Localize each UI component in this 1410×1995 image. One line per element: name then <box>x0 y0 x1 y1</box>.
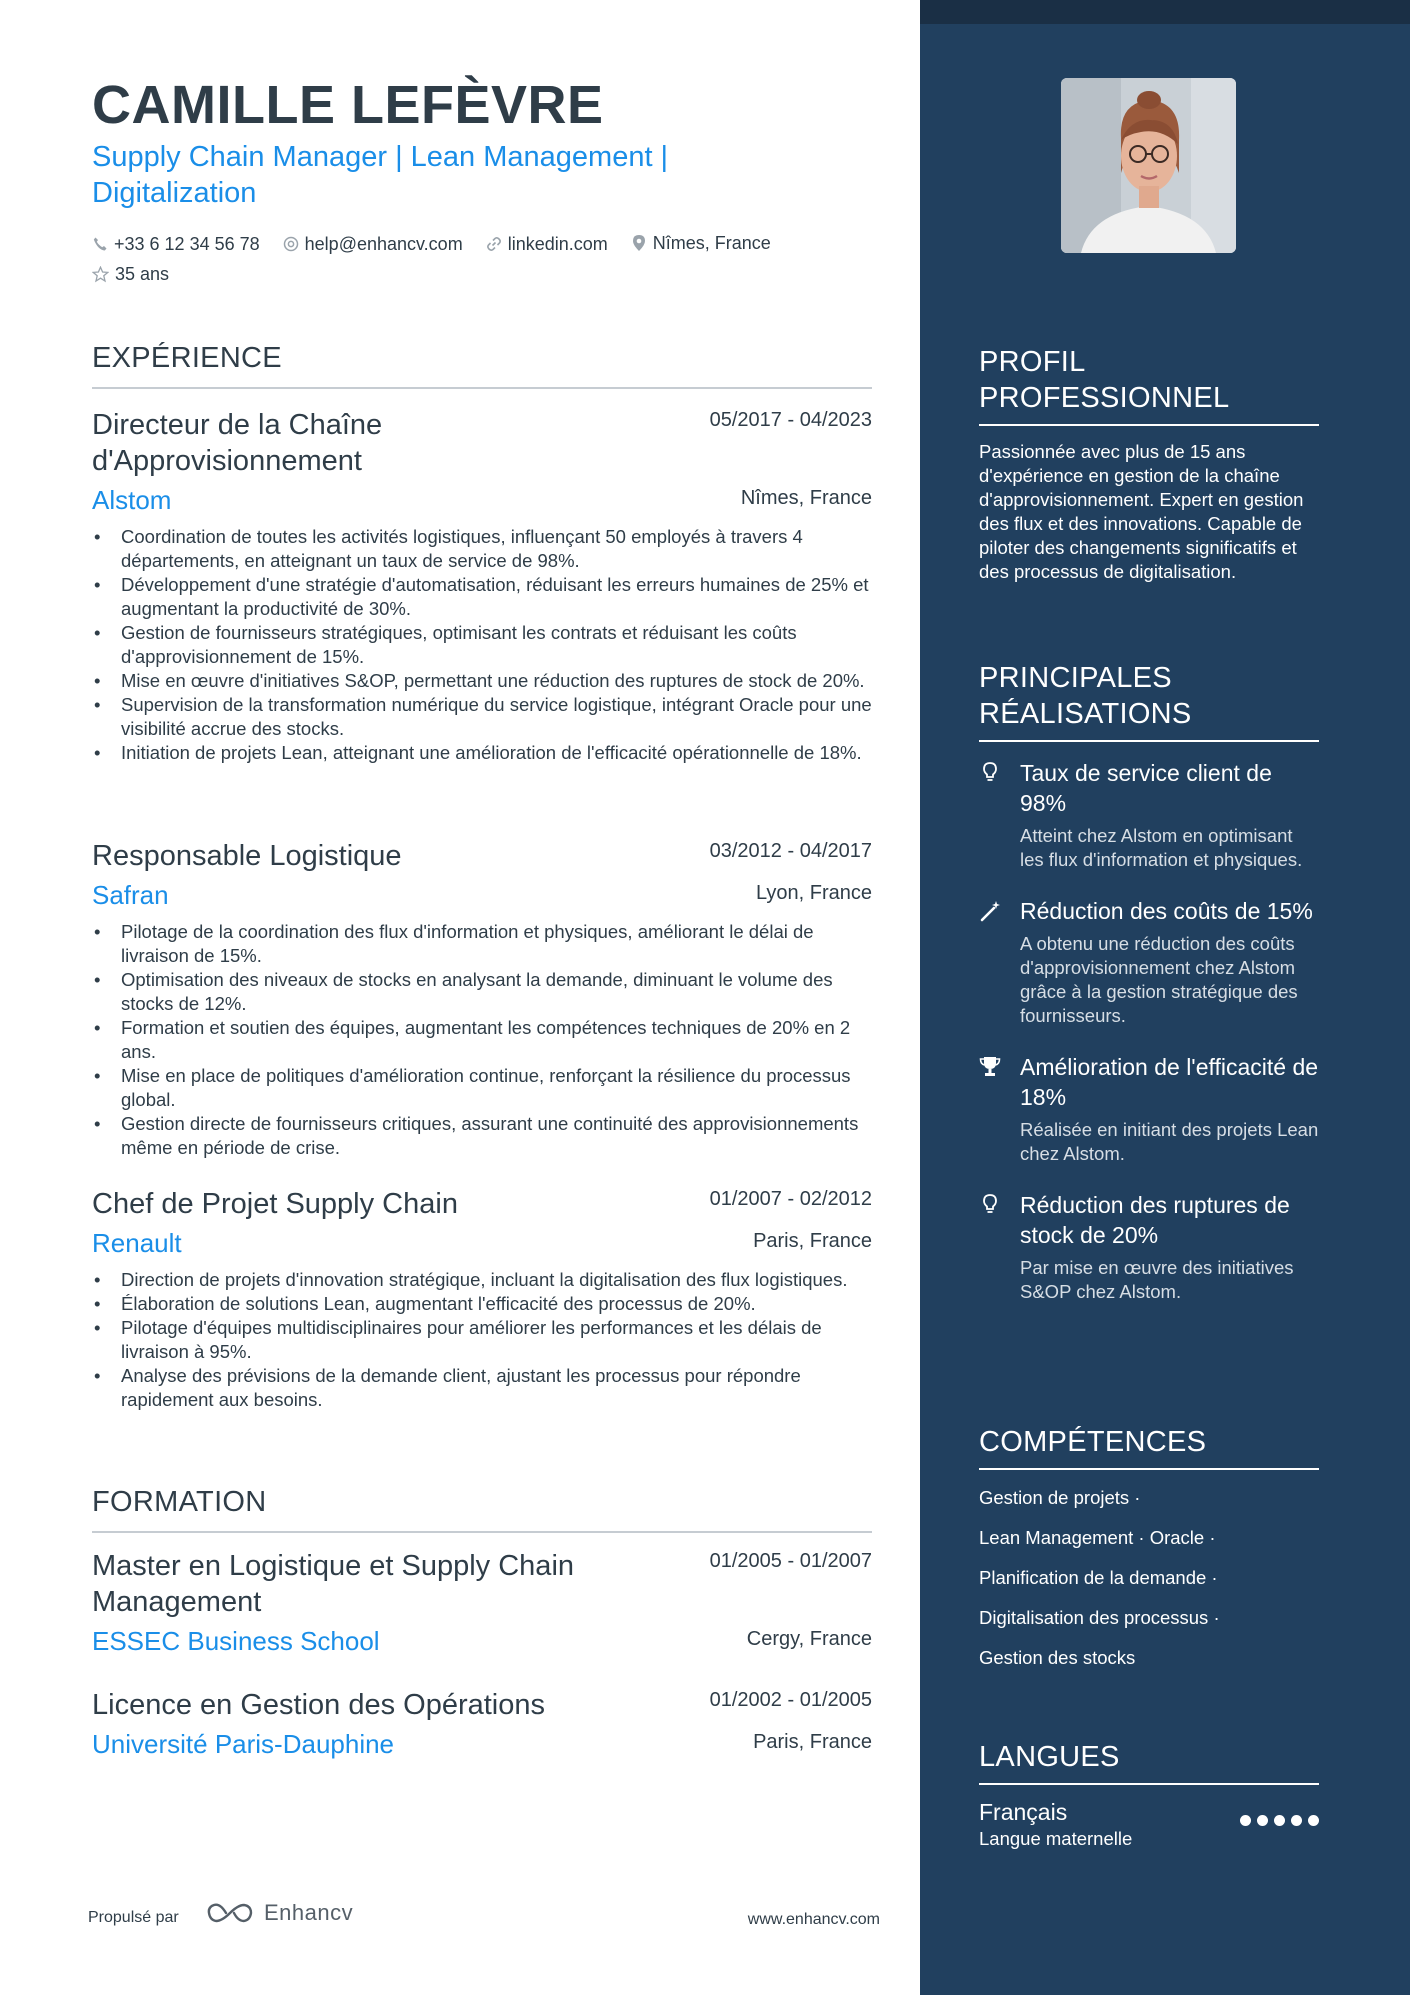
list-item: • Direction de projets d'innovation stratégique, incluant la digitalisation des flux logistiques. <box>92 1268 872 1292</box>
language-rating <box>1234 1815 1319 1826</box>
contact-linkedin[interactable] <box>486 230 608 258</box>
achievement-item <box>979 758 1319 872</box>
star-icon <box>92 266 109 283</box>
experience-entry <box>92 838 872 1160</box>
rating-dot <box>1291 1815 1302 1826</box>
list-item: • Élaboration de solutions Lean, augmentant l'efficacité des processus de 20%. <box>92 1292 872 1316</box>
list-item: • Analyse des prévisions de la demande client, ajustant les processus pour répondre rapidement aux besoins. <box>92 1364 872 1412</box>
skill-line: Digitalisation des processus · <box>979 1607 1220 1628</box>
brand-logo[interactable] <box>206 1900 353 1926</box>
brand-name: Enhancv <box>264 1900 354 1925</box>
contact-age <box>92 260 169 288</box>
enhancv-logo-icon <box>206 1900 254 1926</box>
age-text: 35 ans <box>115 264 170 284</box>
language-name: Français <box>979 1799 1068 1825</box>
job-location: Lyon, France <box>756 882 872 904</box>
job-bullets <box>92 1268 872 1412</box>
achievement-item <box>979 1190 1319 1304</box>
list-item: • Pilotage d'équipes multidisciplinaires pour améliorer les performances et les délais de livraison à 95%. <box>92 1316 872 1364</box>
job-dates: 03/2012 - 04/2017 <box>709 840 872 862</box>
school-location: Cergy, France <box>746 1628 872 1650</box>
education-entry <box>92 1687 872 1761</box>
skill-line: Gestion de projets · <box>979 1487 1141 1508</box>
skills-list <box>979 1486 1319 1670</box>
school-name: Université Paris-Dauphine <box>92 1729 395 1759</box>
list-item: • Pilotage de la coordination des flux d'information et physiques, améliorant le délai de livraison de 15%. <box>92 920 872 968</box>
achievement-item <box>979 1052 1319 1166</box>
skill-line: Lean Management · Oracle · <box>979 1527 1216 1548</box>
profile-photo <box>1061 78 1236 253</box>
list-item: • Formation et soutien des équipes, augmentant les compétences techniques de 20% en 2 ans. <box>92 1016 872 1064</box>
candidate-name: CAMILLE LEFÈVRE <box>92 75 604 135</box>
education-section-title: FORMATION <box>92 1486 872 1533</box>
experience-entry <box>92 407 872 765</box>
school-location: Paris, France <box>753 1731 872 1753</box>
achievement-title: Réduction des coûts de 15% <box>1020 898 1313 924</box>
experience-entry <box>92 1186 872 1412</box>
link-icon <box>486 236 502 252</box>
footer <box>88 1900 880 1940</box>
list-item: • Gestion de fournisseurs stratégiques, optimisant les contrats et réduisant les coûts d'approvisionnement de 15%. <box>92 621 872 669</box>
email-text: help@enhancv.com <box>304 234 463 254</box>
skills-section <box>979 1424 1319 1686</box>
contact-email[interactable] <box>283 230 463 258</box>
job-location: Paris, France <box>753 1230 872 1252</box>
language-level: Langue maternelle <box>979 1828 1133 1849</box>
list-item: • Optimisation des niveaux de stocks en analysant la demande, diminuant le volume des stocks de 12%. <box>92 968 872 1016</box>
location-text: Nîmes, France <box>652 233 771 253</box>
job-title: Responsable Logistique <box>92 840 402 872</box>
achievement-description: A obtenu une réduction des coûts d'approvisionnement chez Alstom grâce à la gestion stratégique des fournisseurs. <box>1020 933 1298 1026</box>
company-name: Safran <box>92 880 169 910</box>
company-name: Renault <box>92 1228 182 1258</box>
list-item: • Développement d'une stratégie d'automatisation, réduisant les erreurs humaines de 25% et augmentant la productivité de 30%. <box>92 573 872 621</box>
achievements-section-title: PRINCIPALES RÉALISATIONS <box>979 660 1319 742</box>
linkedin-text: linkedin.com <box>507 234 608 254</box>
job-dates: 01/2007 - 02/2012 <box>709 1188 872 1210</box>
list-item: • Supervision de la transformation numérique du service logistique, intégrant Oracle pour une visibilité accrue des stocks. <box>92 693 872 741</box>
list-item: • Mise en place de politiques d'amélioration continue, renforçant la résilience du processus global. <box>92 1064 872 1112</box>
list-item: • Gestion directe de fournisseurs critiques, assurant une continuité des approvisionnements même en période de crise. <box>92 1112 872 1160</box>
achievement-item <box>979 896 1319 1028</box>
rating-dot <box>1274 1815 1285 1826</box>
skill-line: Gestion des stocks <box>979 1647 1136 1668</box>
job-bullets <box>92 525 872 765</box>
profile-summary: Passionnée avec plus de 15 ans d'expérience en gestion de la chaîne d'approvisionnement. Expert en gestion des flux et des innovations. Capable de piloter des changements significatifs et des processus de digitalisation. <box>979 441 1304 582</box>
rating-dot <box>1240 1815 1251 1826</box>
achievement-description: Réalisée en initiant des projets Lean chez Alstom. <box>1020 1119 1319 1164</box>
job-dates: 05/2017 - 04/2023 <box>709 409 872 431</box>
degree-dates: 01/2005 - 01/2007 <box>709 1550 872 1572</box>
magic-wand-icon <box>979 899 1001 923</box>
degree-title: Licence en Gestion des Opérations <box>92 1689 545 1721</box>
lightbulb-icon <box>979 1193 1001 1217</box>
job-location: Nîmes, France <box>740 487 872 509</box>
rating-dot <box>1308 1815 1319 1826</box>
achievement-description: Par mise en œuvre des initiatives S&OP chez Alstom. <box>1020 1257 1294 1302</box>
lightbulb-icon <box>979 761 1001 785</box>
degree-title: Master en Logistique et Supply Chain Management <box>92 1550 575 1618</box>
achievement-title: Amélioration de l'efficacité de 18% <box>1020 1054 1319 1110</box>
languages-section <box>979 1739 1319 1855</box>
location-pin-icon <box>631 234 647 252</box>
job-title: Directeur de la Chaîne d'Approvisionnement <box>92 409 383 477</box>
phone-icon <box>92 236 108 252</box>
sidebar-top-strip <box>920 0 1410 24</box>
portrait-image <box>1061 78 1236 253</box>
headline: Supply Chain Manager | Lean Management | Digitalization <box>92 141 669 209</box>
experience-section-title: EXPÉRIENCE <box>92 342 872 389</box>
achievements-section <box>979 660 1319 1304</box>
list-item: • Initiation de projets Lean, atteignant une amélioration de l'efficacité opérationnelle de 18%. <box>92 741 872 765</box>
degree-dates: 01/2002 - 01/2005 <box>709 1689 872 1711</box>
powered-by-label: Propulsé par <box>88 1909 179 1926</box>
contact-location <box>631 229 771 257</box>
languages-section-title: LANGUES <box>979 1739 1319 1785</box>
website-link[interactable]: www.enhancv.com <box>747 1911 880 1928</box>
achievement-title: Réduction des ruptures de stock de 20% <box>1020 1192 1290 1248</box>
job-bullets <box>92 920 872 1160</box>
sidebar <box>920 0 1410 1995</box>
at-icon <box>283 236 299 252</box>
rating-dot <box>1257 1815 1268 1826</box>
job-title: Chef de Projet Supply Chain <box>92 1188 458 1220</box>
achievement-description: Atteint chez Alstom en optimisant les flux d'information et physiques. <box>1020 825 1303 870</box>
skills-section-title: COMPÉTENCES <box>979 1424 1319 1470</box>
list-item: • Coordination de toutes les activités logistiques, influençant 50 employés à travers 4 départements, en atteignant un taux de service de 98%. <box>92 525 872 573</box>
skill-line: Planification de la demande · <box>979 1567 1218 1588</box>
language-item <box>979 1799 1319 1855</box>
list-item: • Mise en œuvre d'initiatives S&OP, permettant une réduction des ruptures de stock de 20%. <box>92 669 872 693</box>
profile-section <box>979 344 1319 584</box>
contact-info <box>92 229 872 291</box>
education-entry <box>92 1548 872 1658</box>
profile-section-title: PROFIL PROFESSIONNEL <box>979 344 1319 426</box>
contact-phone[interactable] <box>92 230 260 258</box>
achievement-title: Taux de service client de 98% <box>1020 760 1272 816</box>
company-name: Alstom <box>92 485 172 515</box>
trophy-icon <box>979 1055 1001 1079</box>
school-name: ESSEC Business School <box>92 1626 380 1656</box>
phone-text: +33 6 12 34 56 78 <box>114 234 260 254</box>
